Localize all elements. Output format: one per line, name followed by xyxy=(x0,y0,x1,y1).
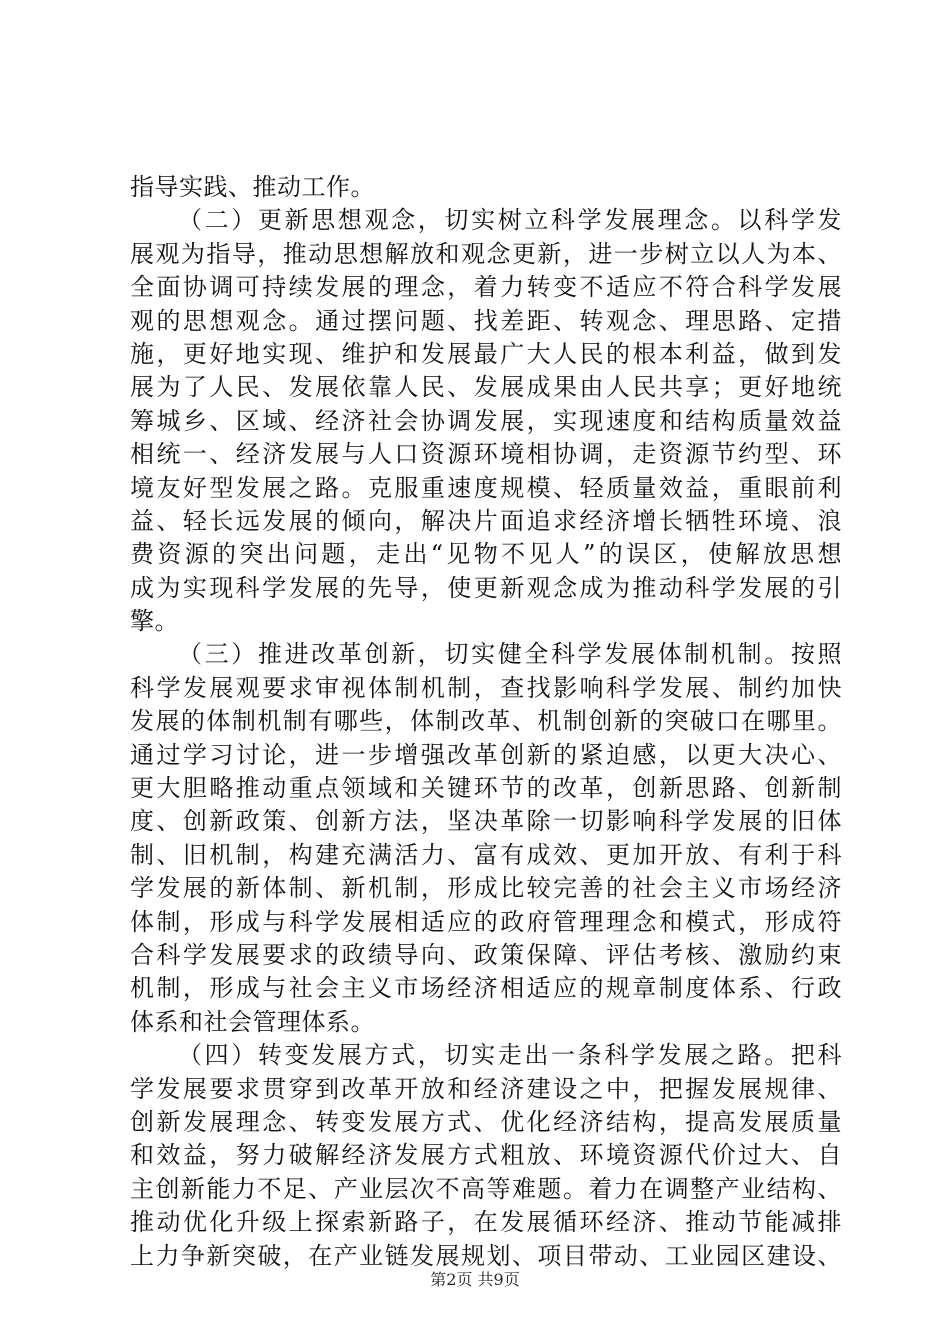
text-line: 境友好型发展之路。克服重速度规模、轻质量效益，重眼前利 xyxy=(130,473,842,502)
text-line: 制、旧机制，构建充满活力、富有成效、更加开放、有利于科 xyxy=(130,840,842,869)
text-line: 科学发展观要求审视体制机制，查找影响科学发展、制约加快 xyxy=(130,673,842,702)
text-line: 观的思想观念。通过摆问题、找差距、转观念、理思路、定措 xyxy=(130,306,842,335)
text-line: （四）转变发展方式，切实走出一条科学发展之路。把科 xyxy=(178,1041,842,1070)
text-line: 成为实现科学发展的先导，使更新观念成为推动科学发展的引 xyxy=(130,573,842,602)
text-line: 益、轻长远发展的倾向，解决片面追求经济增长牺牲环境、浪 xyxy=(130,506,842,535)
text-line: 机制，形成与社会主义市场经济相适应的规章制度体系、行政 xyxy=(130,974,842,1003)
text-line: 展观为指导，推动思想解放和观念更新，进一步树立以人为本、 xyxy=(130,239,842,268)
text-line: 筹城乡、区域、经济社会协调发展，实现速度和结构质量效益 xyxy=(130,406,842,435)
text-line: 主创新能力不足、产业层次不高等难题。着力在调整产业结构、 xyxy=(130,1174,842,1203)
text-line: （三）推进改革创新，切实健全科学发展体制机制。按照 xyxy=(178,640,842,669)
text-line: 擎。 xyxy=(130,607,179,636)
text-line: 推动优化升级上探索新路子，在发展循环经济、推动节能减排 xyxy=(130,1208,842,1237)
text-line: 全面协调可持续发展的理念，着力转变不适应不符合科学发展 xyxy=(130,273,842,302)
text-line: 创新发展理念、转变发展方式、优化经济结构，提高发展质量 xyxy=(130,1107,842,1136)
text-line: 相统一、经济发展与人口资源环境相协调，走资源节约型、环 xyxy=(130,440,842,469)
text-line: 施，更好地实现、维护和发展最广大人民的根本利益，做到发 xyxy=(130,339,842,368)
text-line: 体系和社会管理体系。 xyxy=(130,1007,375,1036)
text-line: （二）更新思想观念，切实树立科学发展理念。以科学发 xyxy=(178,206,842,235)
text-line: 体制，形成与科学发展相适应的政府管理理念和模式，形成符 xyxy=(130,907,842,936)
page-footer: 第2页 共9页 xyxy=(430,1270,520,1289)
text-line: 学发展要求贯穿到改革开放和经济建设之中，把握发展规律、 xyxy=(130,1074,842,1103)
text-line: 和效益，努力破解经济发展方式粗放、环境资源代价过大、自 xyxy=(130,1141,842,1170)
text-line: 度、创新政策、创新方法，坚决革除一切影响科学发展的旧体 xyxy=(130,807,842,836)
text-line: 合科学发展要求的政绩导向、政策保障、评估考核、激励约束 xyxy=(130,940,842,969)
text-line: 学发展的新体制、新机制，形成比较完善的社会主义市场经济 xyxy=(130,874,842,903)
text-line: 上力争新突破，在产业链发展规划、项目带动、工业园区建设、 xyxy=(130,1241,842,1270)
text-line: 更大胆略推动重点领域和关键环节的改革，创新思路、创新制 xyxy=(130,774,842,803)
text-line: 指导实践、推动工作。 xyxy=(130,173,375,201)
text-line: 通过学习讨论，进一步增强改革创新的紧迫感，以更大决心、 xyxy=(130,740,842,769)
document-body xyxy=(130,171,842,1273)
text-line: 费资源的突出问题，走出“见物不见人”的误区，使解放思想 xyxy=(130,540,842,569)
text-line: 发展的体制机制有哪些，体制改革、机制创新的突破口在哪里。 xyxy=(130,707,842,736)
text-line: 展为了人民、发展依靠人民、发展成果由人民共享；更好地统 xyxy=(130,373,842,402)
